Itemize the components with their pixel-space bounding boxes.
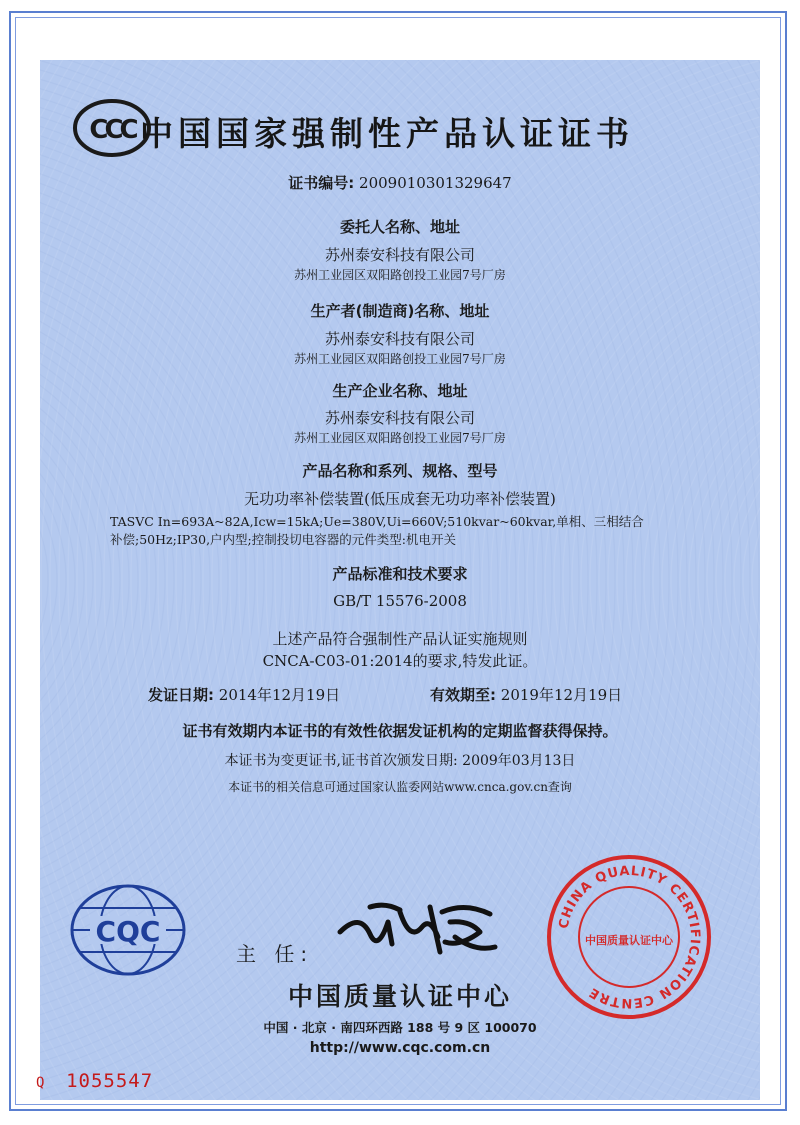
cert-number-label: 证书编号: xyxy=(288,174,355,192)
director-label: 主 任: xyxy=(236,942,314,966)
issue-date: 2014年12月19日 xyxy=(218,686,341,704)
seal-inner-text: 中国质量认证中心 xyxy=(585,934,673,947)
product-spec-line-2: 补偿;50Hz;IP30,户内型;控制投切电容器的元件类型:机电开关 xyxy=(110,532,456,547)
standard-value: GB/T 15576-2008 xyxy=(333,592,467,610)
ccc-logo-text: CCC xyxy=(89,115,135,145)
serial-number xyxy=(36,1070,153,1092)
expiry-date-row xyxy=(430,684,622,705)
issuer-website: http://www.cqc.com.cn xyxy=(309,1040,491,1056)
expiry-date-label: 有效期至: xyxy=(430,686,496,704)
change-note: 本证书为变更证书,证书首次颁发日期: 2009年03月13日 xyxy=(224,753,576,769)
seal-ring-text: CHINA QUALITY CERTIFICATION CENTRE xyxy=(556,863,703,1011)
product-heading: 产品名称和系列、规格、型号 xyxy=(302,462,498,480)
validity-note: 证书有效期内本证书的有效性依据发证机构的定期监督获得保持。 xyxy=(182,722,618,740)
expiry-date: 2019年12月19日 xyxy=(500,686,623,704)
factory-address: 苏州工业园区双阳路创投工业园7号厂房 xyxy=(294,431,506,445)
standard-heading: 产品标准和技术要求 xyxy=(332,565,468,583)
product-name: 无功功率补偿装置(低压成套无功功率补偿装置) xyxy=(244,490,556,508)
issue-date-label: 发证日期: xyxy=(148,686,214,704)
manufacturer-heading: 生产者(制造商)名称、地址 xyxy=(310,302,490,320)
issuer-address: 中国 · 北京 · 南四环西路 188 号 9 区 100070 xyxy=(263,1020,537,1035)
applicant-name: 苏州泰安科技有限公司 xyxy=(324,246,475,264)
website-note: 本证书的相关信息可通过国家认监委网站www.cnca.gov.cn查询 xyxy=(228,780,572,794)
factory-heading: 生产企业名称、地址 xyxy=(332,382,468,400)
conformity-line-2: CNCA-C03-01:2014的要求,特发此证。 xyxy=(262,652,538,670)
cert-number-row xyxy=(0,172,800,193)
cqc-logo-text: CQC xyxy=(95,915,161,948)
serial-prefix: Q xyxy=(36,1075,45,1091)
product-spec-line-1: TASVC In=693A~82A,Icw=15kA;Ue=380V,Ui=660V;510kvar~60kvar,单相、三相结合 xyxy=(110,514,644,529)
applicant-address: 苏州工业园区双阳路创投工业园7号厂房 xyxy=(294,268,506,282)
issue-date-row xyxy=(148,684,340,705)
serial-value: 1055547 xyxy=(66,1070,154,1092)
issuer-name: 中国质量认证中心 xyxy=(287,982,512,1011)
director-signature-icon xyxy=(330,892,500,962)
cqc-logo-icon xyxy=(68,880,188,980)
manufacturer-name: 苏州泰安科技有限公司 xyxy=(324,330,475,348)
cert-number: 2009010301329647 xyxy=(359,174,512,192)
certification-seal-icon xyxy=(544,852,714,1022)
manufacturer-address: 苏州工业园区双阳路创投工业园7号厂房 xyxy=(294,352,506,366)
certificate-title: 中国国家强制性产品认证证书 xyxy=(140,114,634,153)
conformity-line-1: 上述产品符合强制性产品认证实施规则 xyxy=(272,630,528,648)
factory-name: 苏州泰安科技有限公司 xyxy=(324,409,475,427)
applicant-heading: 委托人名称、地址 xyxy=(339,218,460,236)
